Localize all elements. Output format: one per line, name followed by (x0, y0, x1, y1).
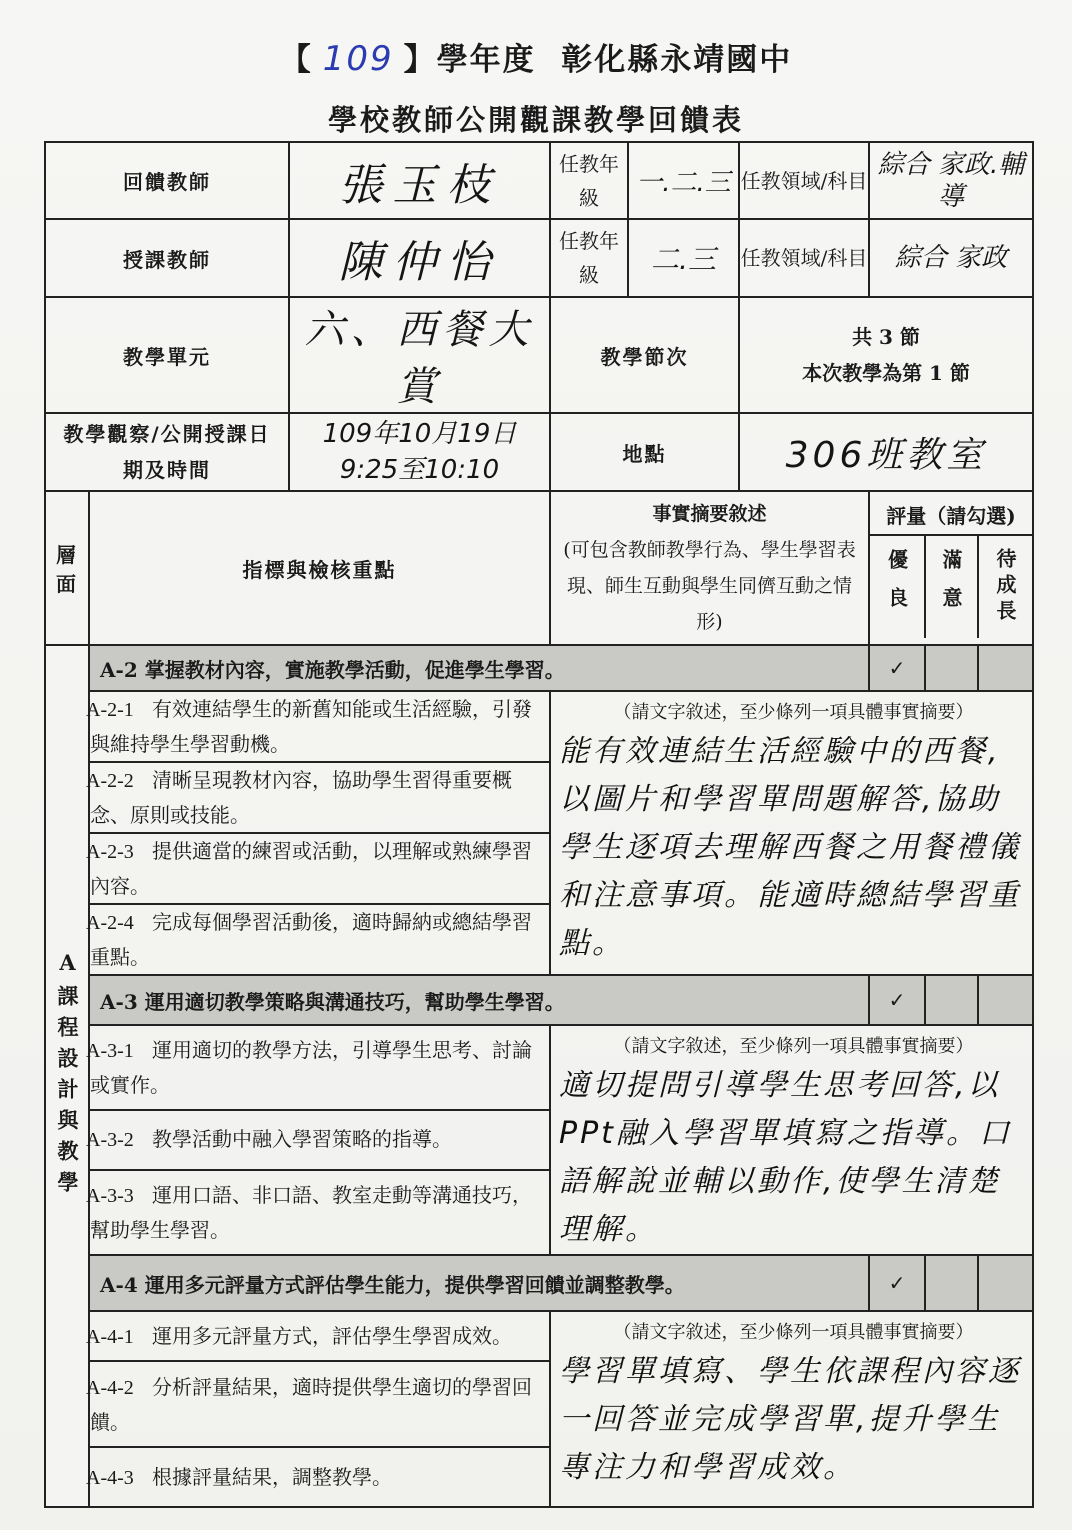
header-indicator: 指標與檢核重點 (89, 491, 550, 645)
section-a4-request-note: （請文字敘述，至少條列一項具體事實摘要） (613, 1322, 974, 1343)
lecture-grade-value: 二.三 (628, 219, 739, 297)
section-a4-band (45, 1255, 1033, 1311)
title-bracket: 【 (279, 42, 313, 78)
section-a2-check[interactable]: ✓ (869, 645, 925, 691)
section-a2-request-note: （請文字敘述，至少條列一項具體事實摘要） (613, 702, 974, 723)
indicator-code: A-4-1 (86, 1325, 134, 1348)
section-a3-needs[interactable] (978, 975, 1033, 1025)
header-rating: 評量（請勾選) (870, 498, 1032, 536)
indicator-a-2-2 (86, 762, 550, 833)
section-a4-check[interactable]: ✓ (869, 1255, 925, 1311)
section-a4-title: A-4 運用多元評量方式評估學生能力，提供學習回饋並調整教學。 (89, 1255, 869, 1311)
indicator-row (45, 1025, 1033, 1110)
school-year: 109 (322, 39, 394, 79)
indicator-code: A-3-3 (86, 1185, 134, 1208)
feedback-grade-label: 任教年級 (550, 142, 628, 219)
form-title (0, 34, 1072, 79)
section-a3-band (45, 975, 1033, 1025)
section-a2-fact: 能有效連結生活經驗中的西餐,以圖片和學習單問題解答,協助學生逐項去理解西餐之用餐禮儀和注意事項。能適時總結學習重點。 (559, 734, 1021, 961)
indicator-text: 教學活動中融入學習策略的指導。 (152, 1127, 452, 1152)
indicator-a-4-3 (86, 1447, 550, 1507)
session-cell (739, 297, 1033, 413)
date-label: 教學觀察/公開授課日期及時間 (45, 413, 289, 491)
location-value: 306班教室 (739, 413, 1033, 491)
section-a3-request-note: （請文字敘述，至少條列一項具體事實摘要） (613, 1036, 974, 1057)
indicator-text: 運用適切的教學方法，引導學生思考、討論或實作。 (90, 1037, 532, 1097)
lecture-teacher-value: 陳仲怡 (289, 219, 550, 297)
header-fact-note: (可包含教師教學行為、學生學習表現、師生互動與學生同儕互動之情形) (563, 539, 856, 633)
rating-columns (870, 536, 1032, 638)
indicator-row (45, 691, 1033, 762)
header-fact: 事實摘要敘述 (652, 503, 767, 525)
section-a4-fact-cell (550, 1311, 1033, 1507)
section-a3-fact: 適切提問引導學生思考回答,以PPt融入學習單填寫之指導。口語解說並輔以動作,使學生清楚理解。 (559, 1068, 1012, 1247)
indicator-code: A-2-1 (86, 699, 134, 721)
row-unit (45, 297, 1033, 413)
section-a3-satisfied[interactable] (925, 975, 978, 1025)
indicator-text: 運用口語、非口語、教室走動等溝通技巧，幫助學生學習。 (90, 1183, 532, 1243)
header-needs-growth: 待成長 (993, 548, 1018, 626)
section-a2-needs[interactable] (978, 645, 1033, 691)
feedback-table (44, 141, 1034, 1508)
indicator-code: A-2-4 (86, 912, 134, 934)
feedback-domain-label: 任教領域/科目 (739, 142, 869, 219)
indicator-text: 分析評量結果，適時提供學生適切的學習回饋。 (90, 1374, 532, 1434)
indicator-text: 運用多元評量方式，評估學生學習成效。 (152, 1323, 512, 1348)
indicator-code: A-4-2 (86, 1376, 134, 1399)
indicator-a-4-2 (86, 1361, 550, 1447)
school-name: 彰化縣永靖國中 (561, 42, 793, 78)
title-year-label: 】學年度 (403, 42, 536, 78)
indicator-a-3-3 (86, 1170, 550, 1255)
lecture-grade-label: 任教年級 (550, 219, 628, 297)
indicator-code: A-2-3 (86, 841, 134, 863)
indicator-a-2-3 (86, 833, 550, 904)
header-level: 層面 (45, 491, 89, 645)
indicator-text: 清晰呈現教材內容，協助學生習得重要概念、原則或技能。 (90, 768, 512, 827)
indicator-text: 提供適當的練習或活動，以理解或熟練學習內容。 (90, 839, 532, 898)
unit-value: 六、西餐大賞 (289, 297, 550, 413)
indicator-text: 有效連結學生的新舊知能或生活經驗，引發與維持學生學習動機。 (90, 697, 532, 756)
section-a2-band (45, 645, 1033, 691)
feedback-domain-value: 綜合 家政.輔導 (869, 142, 1033, 219)
section-a4-satisfied[interactable] (925, 1255, 978, 1311)
lecture-domain-value: 綜合 家政 (869, 219, 1033, 297)
section-a3-title: A-3 運用適切教學策略與溝通技巧，幫助學生學習。 (89, 975, 869, 1025)
session-label: 教學節次 (550, 297, 739, 413)
feedback-teacher-value: 張玉枝 (289, 142, 550, 219)
time-value: 9:25至10:10 (339, 455, 500, 485)
header-rating-cell (869, 491, 1033, 645)
unit-label: 教學單元 (45, 297, 289, 413)
indicator-a-3-1 (86, 1025, 550, 1110)
indicator-a-2-1 (86, 691, 550, 762)
date-cell (289, 413, 550, 491)
header-fact-cell (550, 491, 869, 645)
row-header (45, 491, 1033, 645)
row-date (45, 413, 1033, 491)
indicator-a-3-2 (86, 1110, 550, 1171)
session-total: 共 3 節 (852, 325, 920, 349)
indicator-a-4-1 (86, 1311, 550, 1361)
indicator-code: A-3-1 (86, 1039, 134, 1062)
header-satisfied: 滿意 (926, 536, 979, 638)
indicator-text: 根據評量結果，調整教學。 (152, 1464, 392, 1489)
section-a2-title: A-2 掌握教材內容，實施教學活動，促進學生學習。 (89, 645, 869, 691)
indicator-a-2-4 (86, 904, 550, 975)
row-feedback-teacher (45, 142, 1033, 219)
location-label: 地點 (550, 413, 739, 491)
indicator-code: A-2-2 (86, 770, 134, 792)
session-current: 本次教學為第 1 節 (802, 361, 970, 385)
section-a2-fact-cell (550, 691, 1033, 975)
lecture-domain-label: 任教領域/科目 (739, 219, 869, 297)
date-value: 109年10月19日 (322, 419, 517, 449)
lecture-teacher-label: 授課教師 (45, 219, 289, 297)
level-a-cell (45, 645, 89, 1507)
section-a3-fact-cell (550, 1025, 1033, 1255)
header-excellent: 優良 (870, 536, 926, 638)
row-lecture-teacher (45, 219, 1033, 297)
indicator-code: A-3-2 (86, 1129, 134, 1152)
feedback-grade-value: 一.二.三 (628, 142, 739, 219)
indicator-code: A-4-3 (86, 1466, 134, 1489)
section-a3-check[interactable]: ✓ (869, 975, 925, 1025)
indicator-text: 完成每個學習活動後，適時歸納或總結學習重點。 (90, 910, 532, 969)
level-a-label: A課程設計與教學 (55, 950, 80, 1202)
section-a4-fact: 學習單填寫、學生依課程內容逐一回答並完成學習單,提升學生專注力和學習成效。 (559, 1354, 1021, 1485)
form-subtitle: 學校教師公開觀課教學回饋表 (327, 103, 744, 137)
section-a2-satisfied[interactable] (925, 645, 978, 691)
feedback-teacher-label: 回饋教師 (45, 142, 289, 219)
section-a4-needs[interactable] (978, 1255, 1033, 1311)
indicator-row (45, 1311, 1033, 1361)
